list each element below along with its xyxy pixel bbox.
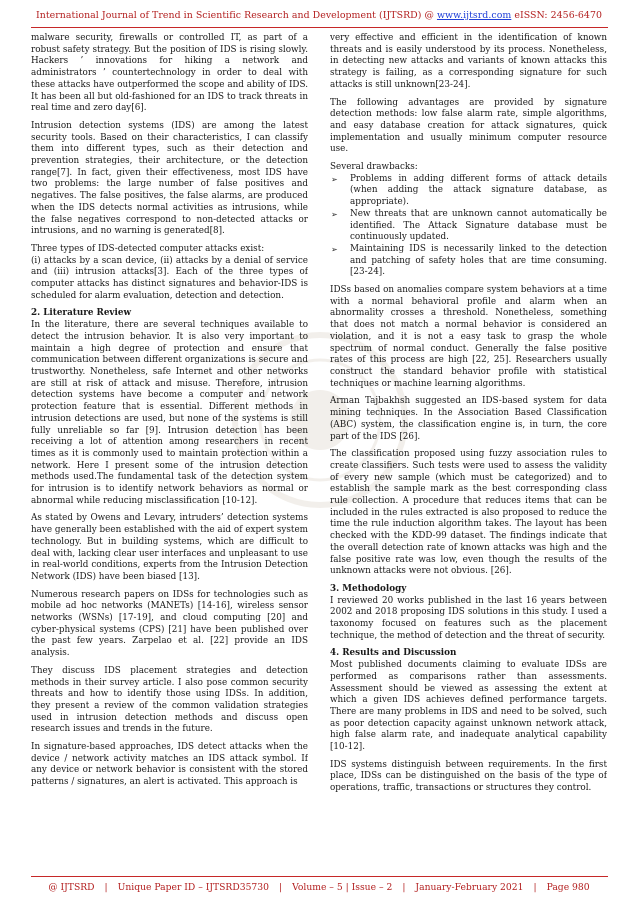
footer-separator: | xyxy=(278,882,283,893)
footer-separator: | xyxy=(104,882,108,893)
list-item: ➢ Maintaining IDS is necessarily linked to the detection and patching of safety holes that are time consuming. [23-24]. xyxy=(330,244,607,279)
section-heading-results-discussion: 4. Results and Discussion xyxy=(330,648,457,659)
left-paragraph-6: Numerous research papers on IDSs for technologies such as mobile ad hoc networks (MANETs) [14-16], wireless sensor networks (WSNs) [17-19], and cloud computing [20] and cyber-physical systems (CPS) [21] have been published over the past few years. Zarpelao et al. [22] provide an IDS analysis. xyxy=(31,589,308,659)
attack-types-intro: Three types of IDS-detected computer attacks exist: xyxy=(31,243,265,254)
left-paragraph-5: As stated by Owens and Levary, intruders’ detection systems have generally been established with the aid of expert system technology. But in building systems, which are difficult to deal with, lacking clear user interfaces and unpleasant to use in real-world conditions, experts from the Intrusion Detection Network (IDS) have been biased [13]. xyxy=(31,513,308,582)
running-header xyxy=(0,10,638,21)
footer-page-number: Page 980 xyxy=(546,882,590,893)
left-paragraph-2: Intrusion detection systems (IDS) are among the latest security tools. Based on their characteristics, I can classify them into different types, such as their detection and prevention strategies, their architecture, or the detection range[7]. In fact, given their effectiveness, most IDS have two problems: the large number of false positives and negatives. The false positives, the false alarms, are produced when the IDS detects normal activities as intrusions, while the false negatives correspond to non-detected attacks or intrusions, and no warning is generated[8]. xyxy=(31,120,308,237)
right-paragraph-4: Arman Tajbakhsh suggested an IDS-based system for data mining techniques. In the Association Based Classification (ABC) system, the classification engine is, in turn, the core part of the IDS [26]. xyxy=(330,396,607,442)
right-paragraph-3: IDSs based on anomalies compare system behaviors at a time with a normal behavioral profile and alarm when an abnormality crosses a threshold. Nonetheless, something that does not match a normal behavior is considered an violation, and it is not a easy task to grasp the whole spectrum of normal conduct. Generally the false positive rates of this process are high [22, 25]. Researchers usually construct the standard behavior profile with statistical techniques or machine learning algorithms. xyxy=(330,285,607,389)
footer-paper-id: Unique Paper ID – IJTSRD35730 xyxy=(117,882,269,893)
right-paragraph-7: Most published documents claiming to evaluate IDSs are performed as comparisons rather than assessments. Assessment should be viewed as assessing the extent at which a given IDS achieves defined performance targets. There are many problems in IDS and need to be solved, such as poor detection capacity against unknown network attack, high false alarm rate, and inadequate analytical capability [10-12]. xyxy=(330,660,607,753)
drawbacks-list xyxy=(330,174,607,279)
header-rule xyxy=(31,27,608,28)
footer-separator: | xyxy=(402,882,406,893)
left-paragraph-8: In signature-based approaches, IDS detect attacks when the device / network activity matches an IDS attack symbol. If any device or network behavior is consistent with the stored patterns / signatures, an alert is activated. This approach is xyxy=(31,742,308,788)
running-footer xyxy=(0,882,638,893)
list-item: ➢ New threats that are unknown cannot automatically be identified. The Attack Signature database must be continuously updated. xyxy=(330,209,607,244)
left-paragraph-1: malware security, firewalls or controlled IT, as part of a robust safety strategy. But the position of IDS is rising slowly. Hackers ’ innovations for hiking a network and administrators ’ countertechnology in order to deal with these attacks have outperformed the scope and ability of IDS. It has been all but old-fashioned for an IDS to track threats in real time and zero day[6]. xyxy=(31,33,308,114)
footer-separator: | xyxy=(533,882,537,893)
right-paragraph-8: IDS systems distinguish between requirements. In the first place, IDSs can be distinguished on the basis of the type of operations, traffic, transactions or structures they control. xyxy=(330,759,607,794)
right-column xyxy=(330,33,607,873)
footer-rule xyxy=(31,876,608,877)
attack-types-list: (i) attacks by a scan device, (ii) attacks by a denial of service and (iii) intrusion attacks[3]. Each of the three types of computer attacks has distinct signatures and behavior-IDS is scheduled for alarm evaluation, detection and detection. xyxy=(31,255,308,301)
right-paragraph-5: The classification proposed using fuzzy association rules to create classifiers. Such tests were used to assess the validity of every new sample (which must be categorized) and to establish the sample mark as the best corresponding class rule collection. A procedure that reduces items that can be included in the rules extracted is also proposed to reduce the time the rule induction algorithm takes. The layout has been checked with the KDD-99 dataset. The findings indicate that the overall detection rate of known attacks was high and the false positive rate was low, even though the results of the unknown attacks were not obvious. [26]. xyxy=(330,449,607,577)
right-paragraph-1: very effective and efficient in the identification of known threats and is easily understood by its process. Nonetheless, in detecting new attacks and variants of known attacks this strategy is failing, as a corresponding signature for such attacks is still unknown[23-24]. xyxy=(330,33,607,90)
right-paragraph-2: The following advantages are provided by signature detection methods: low false alarm rate, simple algorithms, and easy database creation for attack signatures, quick implementation and usually minimum computer resource use. xyxy=(330,97,607,155)
left-paragraph-7: They discuss IDS placement strategies and detection methods in their survey article. I also pose common security threats and how to identify those using IDSs. In addition, they present a review of the common validation strategies used in intrusion detection methods and discuss open research issues and trends in the future. xyxy=(31,665,308,735)
list-item: ➢ Problems in adding different forms of attack details (when adding the attack signature database, as appropriate). xyxy=(330,174,607,209)
right-paragraph-6: I reviewed 20 works published in the last 16 years between 2002 and 2018 proposing IDS solutions in this study. I used a taxonomy focused on features such as the placement technique, the method of detection and the threat of security. xyxy=(330,595,607,641)
section-heading-literature-review: 2. Literature Review xyxy=(31,308,132,319)
footer-volume-issue: Volume – 5 | Issue – 2 xyxy=(292,882,393,893)
footer-journal: @ IJTSRD xyxy=(48,882,95,893)
section-heading-methodology: 3. Methodology xyxy=(330,583,407,594)
left-paragraph-4: In the literature, there are several techniques available to detect the intrusion behavior. It is also very important to maintain a high degree of protection and ensure that communication between different organizations is secure and trustworthy. Nonetheless, safe Internet and other networks are still at risk of attack and misuse. Therefore, intrusion detection systems have become a computer and network protection feature that is essential. Different methods in intrusion detections are used, but none of the systems is still fully unreliable so far [9]. Intrusion detection has been receiving a lot of attention among researchers in recent times as it is commonly used to maintain protection within a network. Here I present some of the intrusion detection methods used.The fundamental task of the detection system for intrusion is to identify network behaviors as normal or abnormal while reducing misclassification [10-12]. xyxy=(31,320,308,506)
header-issn: eISSN: 2456-6470 xyxy=(511,10,602,21)
left-column xyxy=(31,33,308,873)
journal-url-link[interactable]: www.ijtsrd.com xyxy=(436,10,512,21)
footer-date: January-February 2021 xyxy=(415,882,524,893)
header-journal: International Journal of Trend in Scientific Research and Development (IJTSRD) @ xyxy=(36,10,437,21)
drawbacks-title: Several drawbacks: xyxy=(330,162,418,173)
